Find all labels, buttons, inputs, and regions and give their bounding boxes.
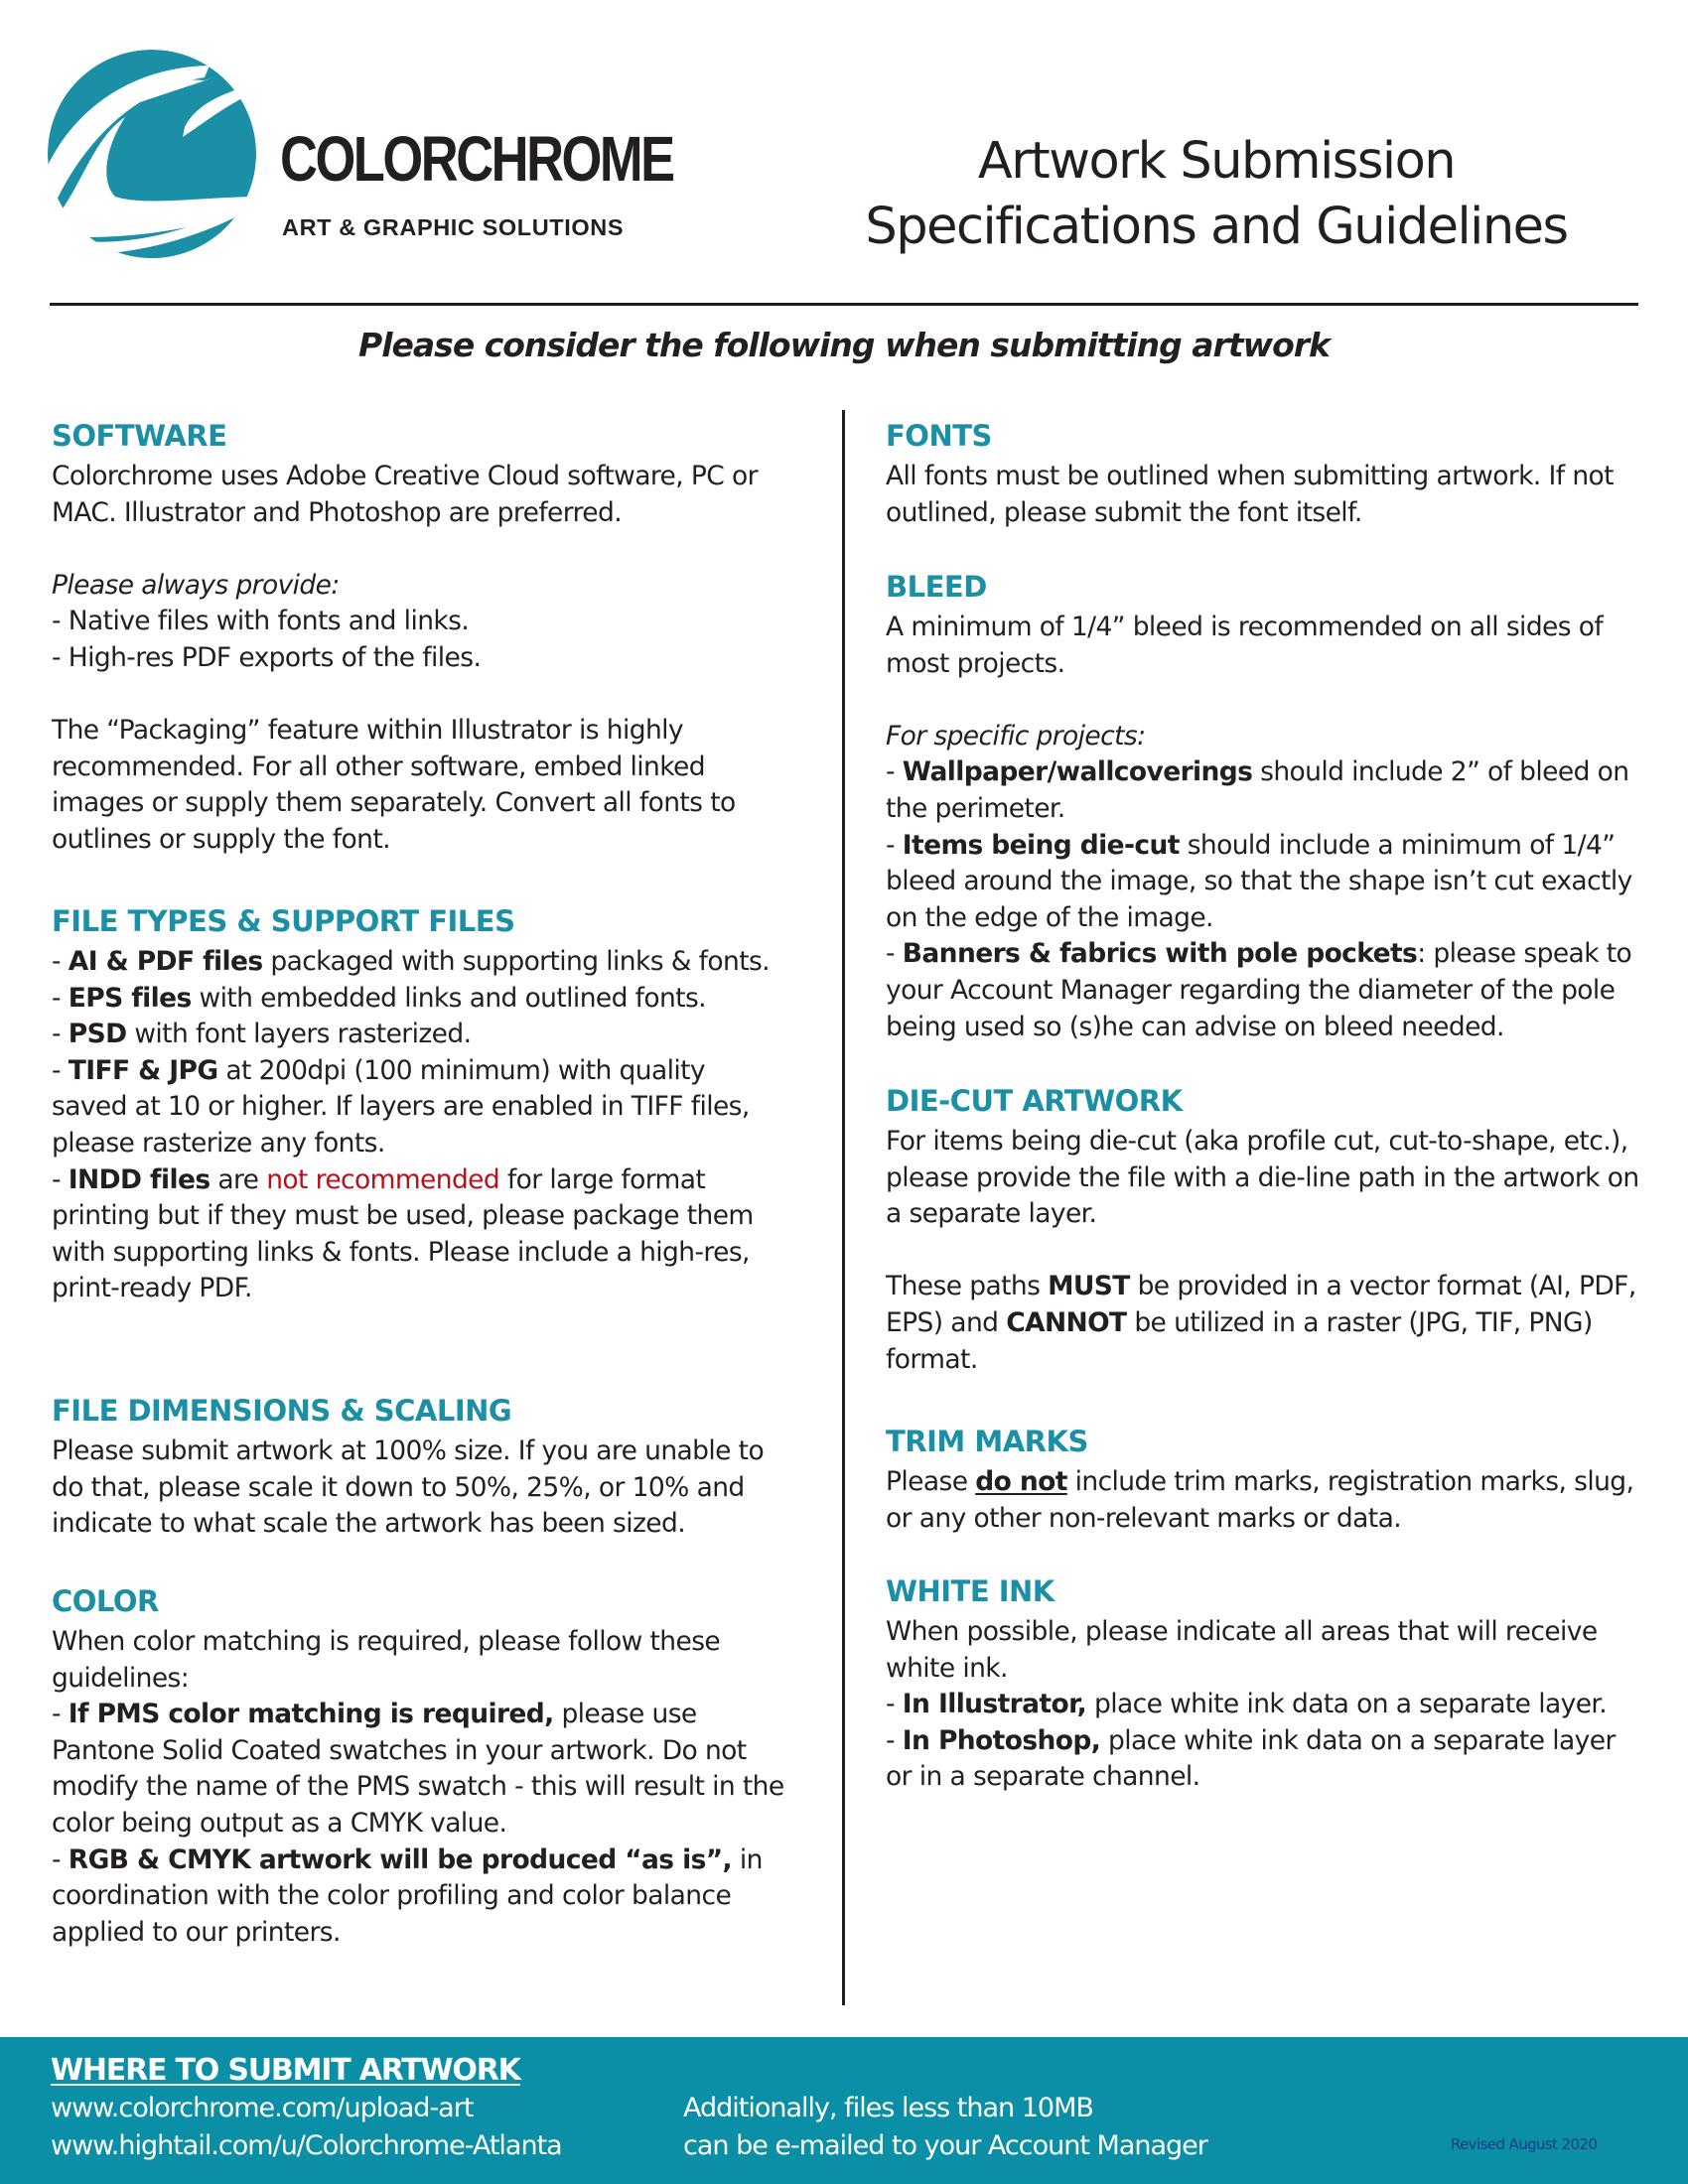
list-item: - AI & PDF files packaged with supporting links & fonts. (52, 946, 771, 977)
header-divider (50, 303, 1638, 306)
page-title-line-2: Specifications and Guidelines (865, 198, 1568, 256)
provide-label: Please always provide: (52, 569, 340, 601)
list-item: - Banners & fabrics with pole pockets: please speak to your Account Manager regarding the diameter of the pole being used so (s)he can advise on bleed needed. (886, 938, 1632, 1042)
section-trim-marks (886, 1423, 1640, 1537)
brand-tagline: ART & GRAPHIC SOLUTIONS (282, 214, 625, 240)
list-item: - TIFF & JPG at 200dpi (100 minimum) with quality saved at 10 or higher. If layers are enabled in TIFF files, please rasterize any fonts. (52, 1054, 750, 1159)
specific-projects-label: For specific projects: (886, 720, 1146, 751)
section-white-ink (886, 1572, 1640, 1796)
section-bleed (886, 568, 1640, 1045)
list-item: - In Photoshop, place white ink data on a separate layer or in a separate channel. (886, 1724, 1616, 1793)
section-heading: TRIM MARKS (886, 1425, 1088, 1458)
section-heading: FILE DIMENSIONS & SCALING (52, 1394, 512, 1428)
diecut-paths-note: These paths MUST be provided in a vector format (AI, PDF, EPS) and CANNOT be utilized in a raster (JPG, TIF, PNG) format. (886, 1271, 1636, 1375)
list-item: - Wallpaper/wallcoverings should include 2” of bleed on the perimeter. (886, 756, 1629, 824)
software-intro: Colorchrome uses Adobe Creative Cloud software, PC or MAC. Illustrator and Photoshop are preferred. (52, 461, 758, 528)
footer-banner (0, 2037, 1688, 2184)
page-title-line-1: Artwork Submission (977, 132, 1456, 191)
fonts-body: All fonts must be outlined when submitting artwork. If not outlined, please submit the font itself. (886, 461, 1614, 528)
section-fonts (886, 417, 1640, 531)
list-item: - PSD with font layers rasterized. (52, 1019, 472, 1050)
list-item: - If PMS color matching is required, please use Pantone Solid Coated swatches in your artwork. Do not modify the name of the PMS swatch - this will result in the color being output as a CMYK value. (52, 1699, 784, 1839)
revised-date: Revised August 2020 (1451, 2135, 1598, 2153)
upload-link[interactable]: www.colorchrome.com/upload-art (51, 2093, 474, 2123)
email-note-line-1: Additionally, files less than 10MB (683, 2093, 1093, 2123)
list-item: - Items being die-cut should include a minimum of 1/4” bleed around the image, so that the shape isn’t cut exactly on the edge of the image. (886, 829, 1632, 933)
section-die-cut (886, 1082, 1640, 1378)
list-item: - INDD files are not recommended for large format printing but if they must be used, please package them with supporting links & fonts. Please include a high-res, print-ready PDF. (52, 1163, 754, 1304)
brand-name: COLORCHROME (280, 123, 673, 195)
list-item: - In Illustrator, place white ink data on a separate layer. (886, 1689, 1608, 1720)
section-heading: SOFTWARE (52, 419, 227, 453)
column-divider (842, 410, 845, 2005)
colorchrome-logo-icon (46, 48, 258, 260)
list-item: - EPS files with embedded links and outlined fonts. (52, 982, 706, 1014)
white-ink-intro: When possible, please indicate all areas that will receive white ink. (886, 1616, 1598, 1684)
section-heading: WHITE INK (886, 1574, 1055, 1608)
email-note-line-2: can be e-mailed to your Account Manager (683, 2130, 1207, 2161)
dimensions-body: Please submit artwork at 100% size. If you are unable to do that, please scale it down to 50%, 25%, or 10% and indicate to what scale the artwork has been sized. (52, 1435, 765, 1540)
hightail-link[interactable]: www.hightail.com/u/Colorchrome-Atlanta (51, 2130, 562, 2161)
color-intro: When color matching is required, please follow these guidelines: (52, 1626, 721, 1694)
section-software (52, 417, 786, 859)
not-recommended-warning: not recommended (266, 1163, 500, 1195)
logo-swoosh-icon (46, 48, 258, 260)
section-file-dimensions (52, 1392, 786, 1543)
section-heading: DIE-CUT ARTWORK (886, 1084, 1183, 1118)
footer-heading: WHERE TO SUBMIT ARTWORK (51, 2053, 520, 2088)
page-subtitle: Please consider the following when submitting artwork (358, 326, 1330, 364)
do-not-emphasis: do not (975, 1466, 1067, 1497)
list-item: - Native files with fonts and links. (52, 606, 470, 637)
section-heading: BLEED (886, 570, 987, 604)
section-heading: FILE TYPES & SUPPORT FILES (52, 904, 515, 938)
trim-body: Please do not include trim marks, registration marks, slug, or any other non-relevant marks or data. (886, 1466, 1634, 1534)
section-heading: FONTS (886, 419, 992, 453)
list-item: - RGB & CMYK artwork will be produced “as is”, in coordination with the color profiling and color balance applied to our printers. (52, 1843, 763, 1948)
list-item: - High-res PDF exports of the files. (52, 641, 482, 673)
page-title (834, 129, 1599, 260)
bleed-intro: A minimum of 1/4” bleed is recommended on all sides of most projects. (886, 612, 1604, 679)
section-file-types (52, 902, 786, 1307)
diecut-body: For items being die-cut (aka profile cut, cut-to-shape, etc.), please provide the file with a die-line path in the artwork on a separate layer. (886, 1126, 1639, 1230)
section-color (52, 1582, 786, 1951)
packaging-note: The “Packaging” feature within Illustrator is highly recommended. For all other software, embed linked images or supply them separately. Convert all fonts to outlines or supply the font. (52, 715, 736, 855)
section-heading: COLOR (52, 1584, 159, 1618)
